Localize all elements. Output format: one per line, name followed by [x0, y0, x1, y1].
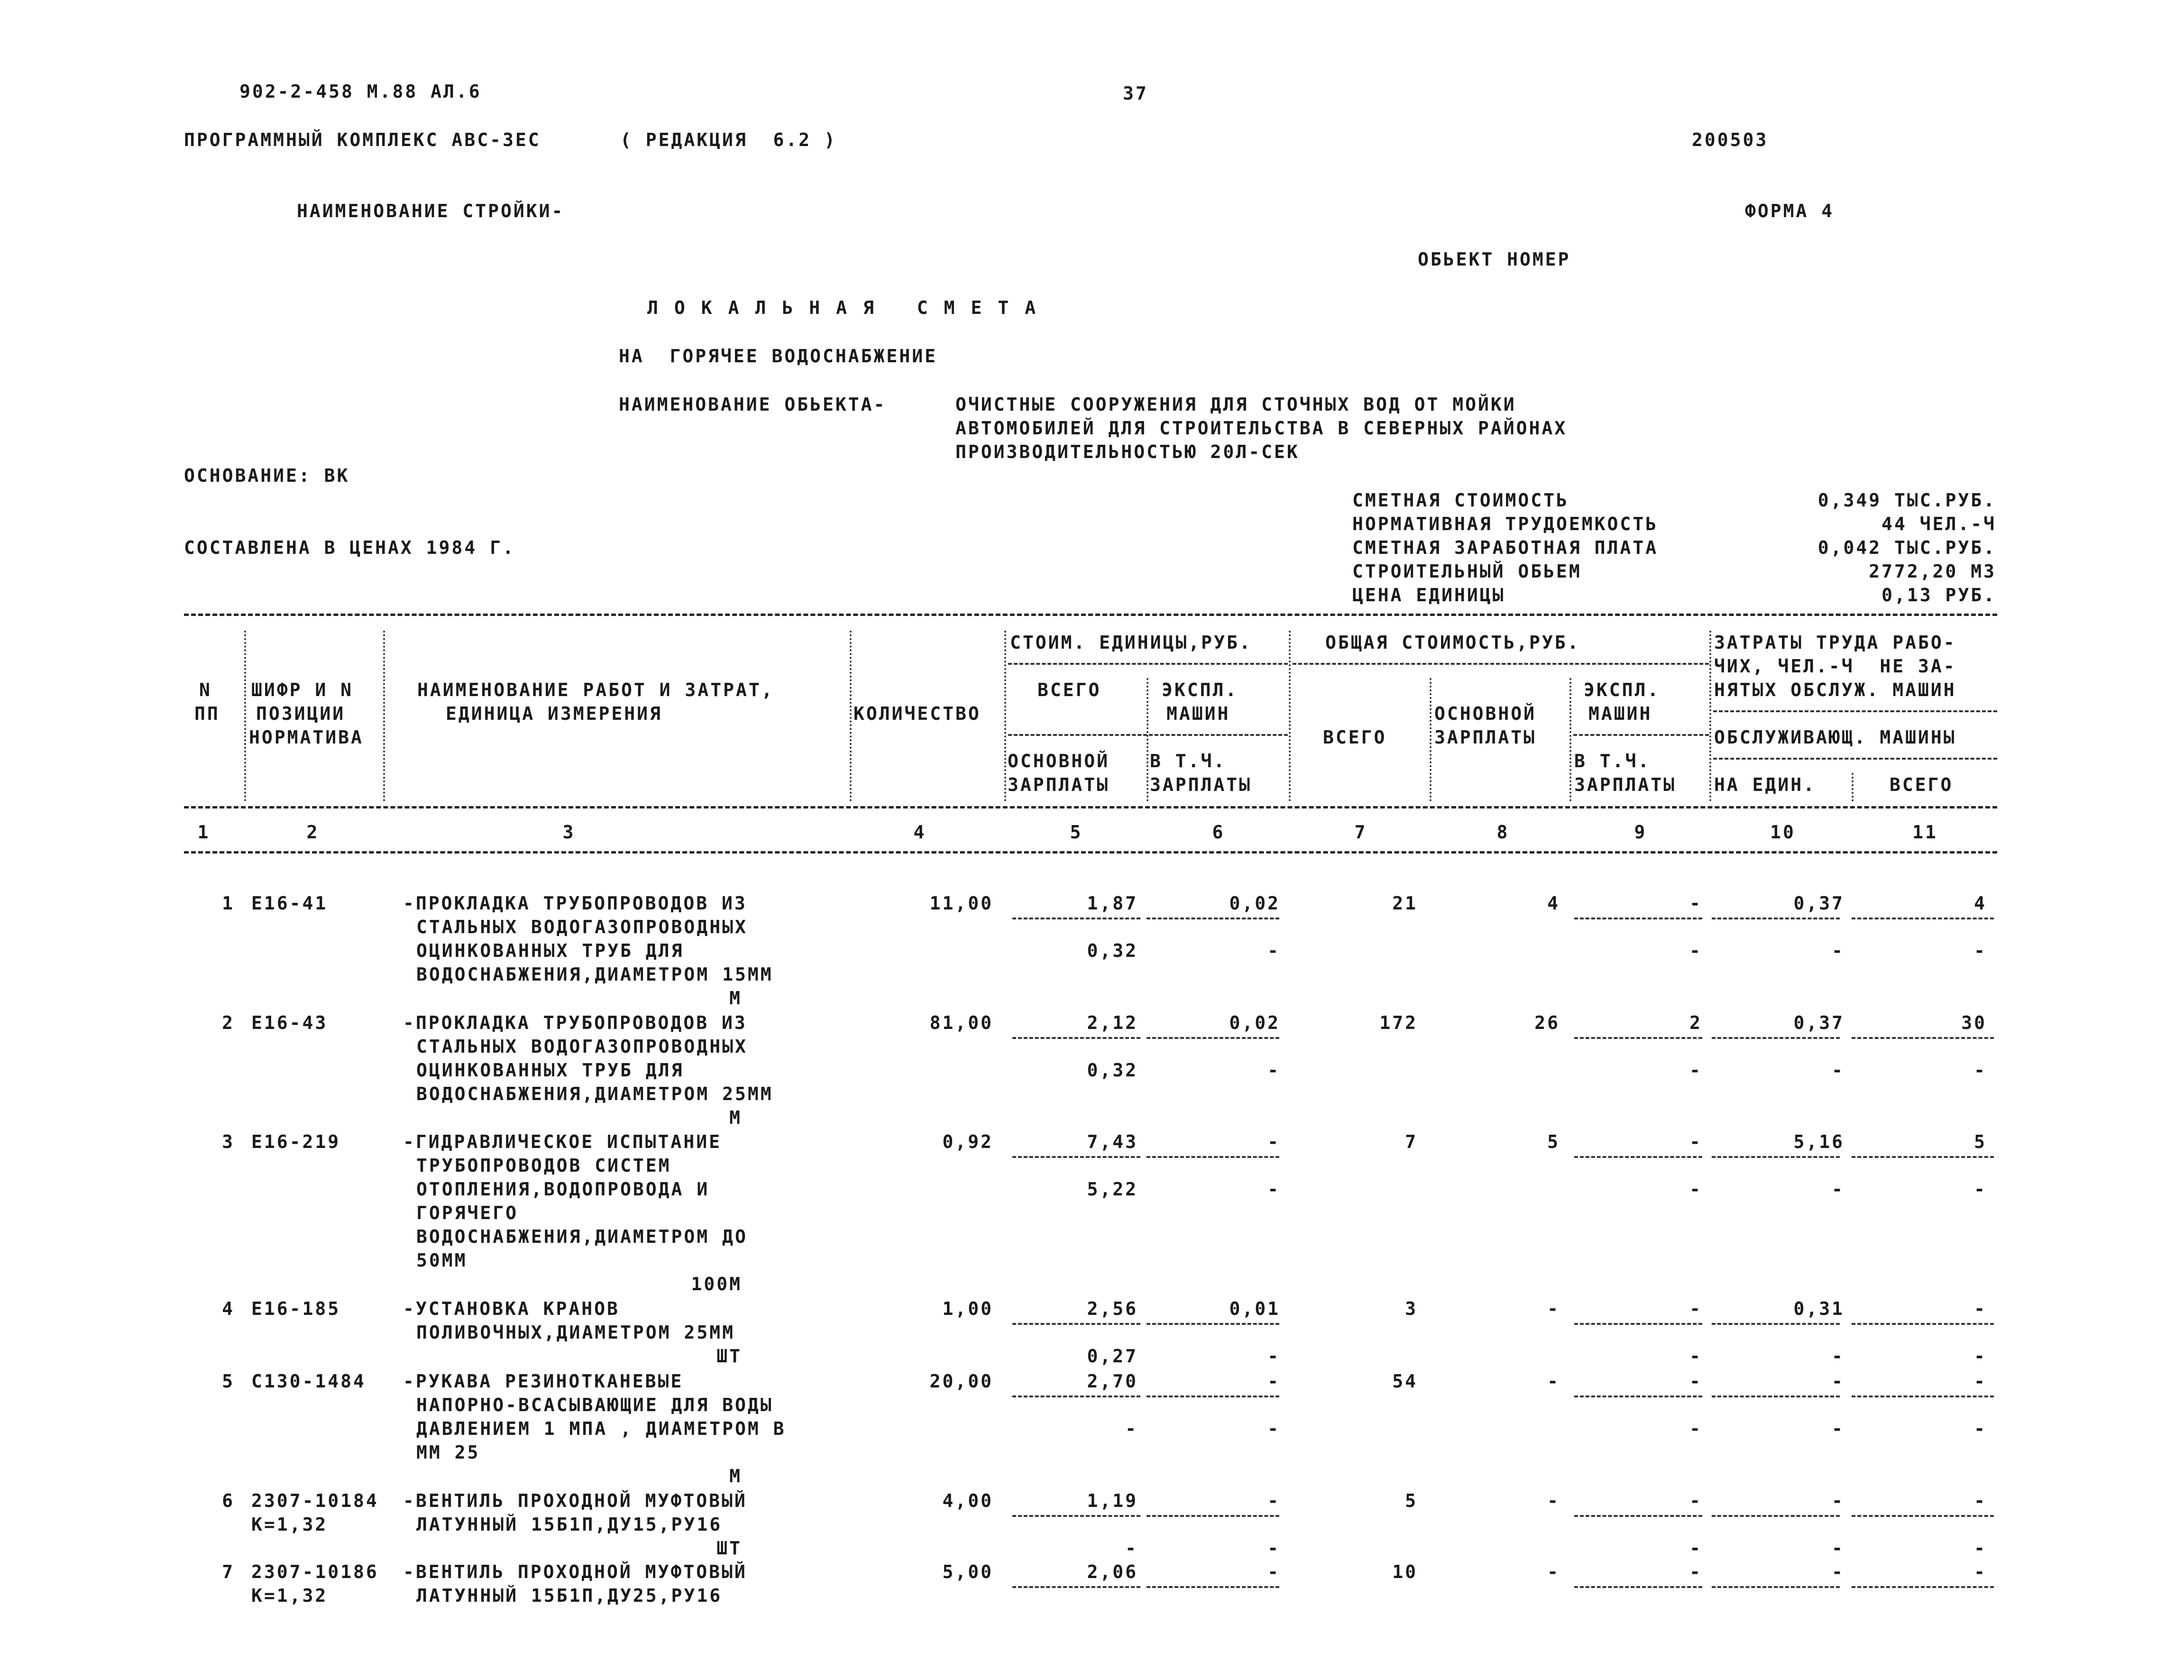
row-total-wages: - — [1547, 1371, 1560, 1392]
row-labor-total: 4 — [1974, 893, 1987, 914]
row-number: 3 — [222, 1131, 235, 1152]
row-name: ОЦИНКОВАННЫХ ТРУБ ДЛЯ — [416, 940, 684, 961]
column-divider — [1147, 678, 1148, 801]
cell-divider — [1147, 1586, 1279, 1588]
form-number: ФОРМА 4 — [1745, 201, 1835, 221]
row-total-machines: - — [1689, 1131, 1702, 1152]
cell-divider — [1574, 918, 1702, 919]
row-labor-total: 5 — [1974, 1131, 1987, 1152]
row-unit-total: 2,70 — [1087, 1371, 1138, 1392]
row-code: 2307-10186 — [251, 1561, 379, 1582]
row-unit-total: 2,56 — [1087, 1298, 1138, 1319]
row-unit-machine-wage: - — [1267, 1060, 1280, 1081]
row-number: 2 — [222, 1012, 235, 1033]
column-number: 6 — [1212, 822, 1225, 843]
row-labor-unit: - — [1832, 1561, 1844, 1582]
column-divider — [383, 631, 385, 801]
row-name: ММ 25 — [416, 1442, 480, 1463]
cell-divider — [1712, 1156, 1840, 1158]
subheader-rule — [1008, 663, 1288, 665]
total-cost-header: ОБЩАЯ СТОИМОСТЬ,РУБ. — [1325, 632, 1580, 653]
row-unit: 100М — [691, 1274, 742, 1294]
row-name: -ПРОКЛАДКА ТРУБОПРОВОДОВ ИЗ — [403, 893, 747, 914]
subheader-rule — [1573, 734, 1709, 736]
column-number: 5 — [1070, 822, 1083, 843]
program-edition: ( РЕДАКЦИЯ 6.2 ) — [620, 129, 837, 150]
row-quantity: 11,00 — [929, 893, 993, 914]
header-bottom-rule — [184, 851, 1997, 854]
column-divider — [1569, 678, 1571, 801]
row-unit-machines: - — [1267, 1490, 1280, 1511]
row-name: -РУКАВА РЕЗИНОТКАНЕВЫЕ — [403, 1371, 684, 1392]
summary-label: НОРМАТИВНАЯ ТРУДОЕМКОСТЬ — [1352, 514, 1659, 534]
total-mach-wage-header: В Т.Ч. — [1574, 751, 1651, 771]
row-labor-unit: - — [1832, 1371, 1844, 1392]
row-name: ТРУБОПРОВОДОВ СИСТЕМ — [416, 1155, 671, 1176]
row-unit-machines: 0,02 — [1229, 1012, 1280, 1033]
row-unit-machine-wage: - — [1267, 1418, 1280, 1439]
labor-serv-header: ОБСЛУЖИВАЮЩ. МАШИНЫ — [1714, 727, 1956, 748]
row-total: 10 — [1392, 1561, 1418, 1582]
summary-label: СМЕТНАЯ СТОИМОСТЬ — [1352, 490, 1569, 511]
row-unit-total: 2,06 — [1087, 1561, 1138, 1582]
object-number-label: ОБЬЕКТ НОМЕР — [1418, 249, 1571, 270]
row-machine-wage: - — [1689, 1346, 1702, 1367]
row-unit-machines: 0,02 — [1229, 893, 1280, 914]
row-labor-unit: - — [1832, 1490, 1844, 1511]
summary-value: 0,042 ТЫС.РУБ. — [1817, 537, 1996, 558]
row-code: Е16-185 — [251, 1298, 341, 1319]
row-labor-total-serv: - — [1974, 1418, 1987, 1439]
row-total: 172 — [1379, 1012, 1418, 1033]
row-labor-unit-serv: - — [1832, 1418, 1844, 1439]
row-total: 5 — [1405, 1490, 1418, 1511]
summary-label: ЦЕНА ЕДИНИЦЫ — [1352, 585, 1505, 606]
row-unit-wage: 0,32 — [1087, 1060, 1138, 1081]
row-name: ВОДОСНАБЖЕНИЯ,ДИАМЕТРОМ 15ММ — [416, 964, 773, 985]
summary-value: 44 ЧЕЛ.-Ч — [1881, 514, 1996, 534]
row-unit-total: 1,87 — [1087, 893, 1138, 914]
cell-divider — [1147, 918, 1279, 919]
total-wage-header: ЗАРПЛАТЫ — [1434, 727, 1537, 748]
row-labor-unit: 0,37 — [1793, 1012, 1844, 1033]
row-unit-machine-wage: - — [1267, 1346, 1280, 1367]
labor-unit-header: НА ЕДИН. — [1714, 774, 1817, 795]
row-code: К=1,32 — [251, 1585, 328, 1606]
row-name: ОЦИНКОВАННЫХ ТРУБ ДЛЯ — [416, 1060, 684, 1081]
cell-divider — [1574, 1037, 1702, 1039]
cell-divider — [1712, 1037, 1840, 1039]
col-n-header: ПП — [194, 703, 220, 724]
row-unit: М — [729, 1466, 742, 1487]
row-labor-unit-serv: - — [1832, 940, 1844, 961]
header-mid-rule — [184, 806, 1997, 808]
row-quantity: 81,00 — [929, 1012, 993, 1033]
unit-total-header: ВСЕГО — [1037, 679, 1101, 700]
row-labor-total-serv: - — [1974, 940, 1987, 961]
row-unit-wage: - — [1125, 1418, 1138, 1439]
row-quantity: 5,00 — [942, 1561, 993, 1582]
object-name-line-2: АВТОМОБИЛЕЙ ДЛЯ СТРОИТЕЛЬСТВА В СЕВЕРНЫХ РАЙОНАХ — [955, 418, 1568, 439]
row-labor-total: - — [1974, 1371, 1987, 1392]
column-number: 2 — [306, 822, 320, 843]
row-code: С130-1484 — [251, 1371, 366, 1392]
column-number: 1 — [197, 822, 211, 843]
document-id: 200503 — [1692, 129, 1769, 150]
row-total-wages: 5 — [1547, 1131, 1560, 1152]
row-labor-total: 30 — [1961, 1012, 1987, 1033]
subheader-rule — [1713, 758, 1997, 760]
cell-divider — [1852, 1586, 1994, 1588]
cell-divider — [1852, 1156, 1994, 1158]
subheader-rule — [1713, 710, 1997, 712]
cell-divider — [1012, 1515, 1140, 1517]
row-number: 4 — [222, 1298, 235, 1319]
object-name-label: НАИМЕНОВАНИЕ ОБЬЕКТА- — [619, 394, 887, 415]
row-labor-unit: 0,31 — [1793, 1298, 1844, 1319]
row-code: Е16-41 — [251, 893, 328, 914]
row-name: ГОРЯЧЕГО — [416, 1203, 519, 1223]
object-name-line-3: ПРОИЗВОДИТЕЛЬНОСТЬЮ 20Л-СЕК — [955, 441, 1300, 462]
column-divider — [1004, 631, 1006, 801]
row-labor-unit: 5,16 — [1793, 1131, 1844, 1152]
row-unit: М — [729, 988, 742, 1009]
column-divider — [1430, 678, 1432, 801]
cell-divider — [1012, 1395, 1140, 1397]
row-name: -ВЕНТИЛЬ ПРОХОДНОЙ МУФТОВЫЙ — [403, 1561, 747, 1582]
total-mach-header: МАШИН — [1588, 703, 1652, 724]
row-unit-wage: - — [1125, 1538, 1138, 1559]
row-unit-wage: 0,27 — [1087, 1346, 1138, 1367]
column-divider — [1709, 631, 1711, 801]
row-quantity: 0,92 — [942, 1131, 993, 1152]
row-labor-unit-serv: - — [1832, 1179, 1844, 1200]
unit-mach-wage-header: В Т.Ч. — [1150, 751, 1227, 771]
row-name: НАПОРНО-ВСАСЫВАЮЩИЕ ДЛЯ ВОДЫ — [416, 1395, 773, 1415]
row-total-machines: - — [1689, 1371, 1702, 1392]
cell-divider — [1012, 918, 1140, 919]
row-total-machines: - — [1689, 1298, 1702, 1319]
row-total: 54 — [1392, 1371, 1418, 1392]
row-name: СТАЛЬНЫХ ВОДОГАЗОПРОВОДНЫХ — [416, 917, 748, 937]
column-number: 9 — [1634, 822, 1647, 843]
row-total-machines: - — [1689, 1490, 1702, 1511]
labor-header: ЗАТРАТЫ ТРУДА РАБО- — [1714, 632, 1956, 653]
row-unit-machines: - — [1267, 1371, 1280, 1392]
page-number: 37 — [1123, 83, 1148, 104]
cell-divider — [1712, 1586, 1840, 1588]
row-name: ЛАТУННЫЙ 15Б1П,ДУ25,РУ16 — [416, 1585, 723, 1606]
cell-divider — [1574, 1156, 1702, 1158]
cell-divider — [1012, 1156, 1140, 1158]
unit-wage-header: ЗАРПЛАТЫ — [1008, 774, 1110, 795]
cell-divider — [1712, 1515, 1840, 1517]
summary-label: СТРОИТЕЛЬНЫЙ ОБЬЕМ — [1352, 561, 1582, 582]
estimate-subject: НА ГОРЯЧЕЕ ВОДОСНАБЖЕНИЕ — [619, 346, 937, 367]
row-unit-wage: 0,32 — [1087, 940, 1138, 961]
summary-value: 0,13 РУБ. — [1881, 585, 1996, 606]
unit-mach-wage-header: ЗАРПЛАТЫ — [1150, 774, 1252, 795]
basis: ОСНОВАНИЕ: ВК — [184, 465, 350, 486]
row-unit-wage: 5,22 — [1087, 1179, 1138, 1200]
row-unit-machines: - — [1267, 1131, 1280, 1152]
row-machine-wage: - — [1689, 1418, 1702, 1439]
unit-cost-header: СТОИМ. ЕДИНИЦЫ,РУБ. — [1010, 632, 1252, 653]
row-code: 2307-10184 — [251, 1490, 379, 1511]
row-total: 21 — [1392, 893, 1418, 914]
col-code-header: ШИФР И N — [251, 679, 354, 700]
estimate-title: ЛОКАЛЬНАЯ СМЕТА — [647, 297, 1052, 318]
row-unit-machines: 0,01 — [1229, 1298, 1280, 1319]
col-name-header: НАИМЕНОВАНИЕ РАБОТ И ЗАТРАТ, — [417, 679, 774, 700]
cell-divider — [1574, 1395, 1702, 1397]
row-code: Е16-219 — [251, 1131, 341, 1152]
row-labor-unit-serv: - — [1832, 1060, 1844, 1081]
row-name: ВОДОСНАБЖЕНИЯ,ДИАМЕТРОМ 25ММ — [416, 1083, 773, 1104]
total-all-header: ВСЕГО — [1323, 727, 1387, 748]
row-code: К=1,32 — [251, 1514, 328, 1535]
summary-label: СМЕТНАЯ ЗАРАБОТНАЯ ПЛАТА — [1352, 537, 1659, 558]
column-number: 11 — [1912, 822, 1938, 843]
row-labor-unit-serv: - — [1832, 1346, 1844, 1367]
row-labor-unit: 0,37 — [1793, 893, 1844, 914]
row-unit-total: 1,19 — [1087, 1490, 1138, 1511]
unit-mach-header: МАШИН — [1166, 703, 1230, 724]
cell-divider — [1852, 1323, 1994, 1325]
column-number: 4 — [913, 822, 927, 843]
summary-value: 2772,20 М3 — [1869, 561, 1996, 582]
subheader-rule — [1008, 734, 1288, 736]
row-name: -ПРОКЛАДКА ТРУБОПРОВОДОВ ИЗ — [403, 1012, 747, 1033]
row-labor-total-serv: - — [1974, 1346, 1987, 1367]
row-total-wages: - — [1547, 1298, 1560, 1319]
column-number: 10 — [1770, 822, 1796, 843]
cell-divider — [1147, 1395, 1279, 1397]
row-total-wages: - — [1547, 1490, 1560, 1511]
row-unit-machine-wage: - — [1267, 1538, 1280, 1559]
row-machine-wage: - — [1689, 1060, 1702, 1081]
row-labor-total: - — [1974, 1490, 1987, 1511]
object-name-line-1: ОЧИСТНЫЕ СООРУЖЕНИЯ ДЛЯ СТОЧНЫХ ВОД ОТ МОЙКИ — [955, 394, 1516, 415]
col-code-header: ПОЗИЦИИ — [256, 703, 346, 724]
cell-divider — [1012, 1037, 1140, 1039]
cell-divider — [1712, 1395, 1840, 1397]
row-code: Е16-43 — [251, 1012, 328, 1033]
subheader-rule — [1293, 663, 1709, 665]
row-total-wages: 26 — [1534, 1012, 1560, 1033]
col-name-header: ЕДИНИЦА ИЗМЕРЕНИЯ — [446, 703, 662, 724]
row-machine-wage: - — [1689, 940, 1702, 961]
cell-divider — [1147, 1323, 1279, 1325]
row-labor-total: - — [1974, 1298, 1987, 1319]
row-total-wages: - — [1547, 1561, 1560, 1582]
cell-divider — [1012, 1586, 1140, 1588]
construction-label: НАИМЕНОВАНИЕ СТРОЙКИ- — [297, 201, 565, 221]
row-unit-machine-wage: - — [1267, 1179, 1280, 1200]
row-labor-total-serv: - — [1974, 1538, 1987, 1559]
row-name: СТАЛЬНЫХ ВОДОГАЗОПРОВОДНЫХ — [416, 1036, 748, 1057]
row-number: 1 — [222, 893, 235, 914]
row-unit: М — [729, 1107, 742, 1128]
row-name: ЛАТУННЫЙ 15Б1П,ДУ15,РУ16 — [416, 1514, 723, 1535]
row-number: 6 — [222, 1490, 235, 1511]
total-mach-wage-header: ЗАРПЛАТЫ — [1574, 774, 1677, 795]
cell-divider — [1147, 1515, 1279, 1517]
row-unit-total: 2,12 — [1087, 1012, 1138, 1033]
cell-divider — [1712, 1323, 1840, 1325]
row-name: 50ММ — [416, 1250, 468, 1271]
row-total-wages: 4 — [1547, 893, 1560, 914]
row-labor-total-serv: - — [1974, 1179, 1987, 1200]
row-machine-wage: - — [1689, 1179, 1702, 1200]
row-total-machines: - — [1689, 893, 1702, 914]
row-name: -УСТАНОВКА КРАНОВ — [403, 1298, 620, 1319]
summary-value: 0,349 ТЫС.РУБ. — [1817, 490, 1996, 511]
cell-divider — [1852, 1037, 1994, 1039]
unit-wage-header: ОСНОВНОЙ — [1008, 751, 1110, 771]
cell-divider — [1147, 1156, 1279, 1158]
labor-header: НЯТЫХ ОБСЛУЖ. МАШИН — [1714, 679, 1956, 700]
row-number: 7 — [222, 1561, 235, 1582]
column-number: 7 — [1354, 822, 1367, 843]
cell-divider — [1852, 1515, 1994, 1517]
labor-total-header: ВСЕГО — [1890, 774, 1954, 795]
column-divider — [244, 631, 246, 801]
column-number: 8 — [1496, 822, 1510, 843]
header-top-rule — [184, 614, 1997, 616]
row-labor-total: - — [1974, 1561, 1987, 1582]
row-quantity: 20,00 — [929, 1371, 993, 1392]
total-mach-header: ЭКСПЛ. — [1584, 679, 1661, 700]
row-name: ДАВЛЕНИЕМ 1 МПА , ДИАМЕТРОМ В — [416, 1418, 786, 1439]
cell-divider — [1852, 918, 1994, 919]
row-machine-wage: - — [1689, 1538, 1702, 1559]
total-wage-header: ОСНОВНОЙ — [1434, 703, 1537, 724]
row-total-machines: 2 — [1689, 1012, 1702, 1033]
row-unit-machines: - — [1267, 1561, 1280, 1582]
col-code-header: НОРМАТИВА — [249, 727, 364, 748]
column-number: 3 — [562, 822, 576, 843]
cell-divider — [1574, 1515, 1702, 1517]
col-n-header: N — [199, 679, 212, 700]
column-divider — [1289, 631, 1291, 801]
row-total: 7 — [1405, 1131, 1418, 1152]
row-labor-unit-serv: - — [1832, 1538, 1844, 1559]
cell-divider — [1852, 1395, 1994, 1397]
row-unit-total: 7,43 — [1087, 1131, 1138, 1152]
col-qty-header: КОЛИЧЕСТВО — [853, 703, 981, 724]
row-unit-machine-wage: - — [1267, 940, 1280, 961]
row-unit: ШТ — [716, 1538, 742, 1559]
row-name: ВОДОСНАБЖЕНИЯ,ДИАМЕТРОМ ДО — [416, 1226, 748, 1247]
document-code: 902-2-458 М.88 АЛ.6 — [239, 81, 482, 102]
column-divider — [1852, 773, 1854, 801]
row-quantity: 4,00 — [942, 1490, 993, 1511]
cell-divider — [1147, 1037, 1279, 1039]
row-total: 3 — [1405, 1298, 1418, 1319]
labor-header: ЧИХ, ЧЕЛ.-Ч НЕ ЗА- — [1714, 656, 1956, 677]
row-name: -ГИДРАВЛИЧЕСКОЕ ИСПЫТАНИЕ — [403, 1131, 722, 1152]
row-labor-total-serv: - — [1974, 1060, 1987, 1081]
cell-divider — [1012, 1323, 1140, 1325]
price-level: СОСТАВЛЕНА В ЦЕНАХ 1984 Г. — [184, 537, 515, 558]
cell-divider — [1712, 918, 1840, 919]
column-divider — [850, 631, 852, 801]
cell-divider — [1574, 1323, 1702, 1325]
program-name: ПРОГРАММНЫЙ КОМПЛЕКС АВС-3ЕС — [184, 129, 541, 150]
row-quantity: 1,00 — [942, 1298, 993, 1319]
unit-mach-header: ЭКСПЛ. — [1162, 679, 1239, 700]
row-number: 5 — [222, 1371, 235, 1392]
row-total-machines: - — [1689, 1561, 1702, 1582]
cell-divider — [1574, 1586, 1702, 1588]
row-name: ПОЛИВОЧНЫХ,ДИАМЕТРОМ 25ММ — [416, 1322, 735, 1343]
row-unit: ШТ — [716, 1346, 742, 1367]
row-name: ОТОПЛЕНИЯ,ВОДОПРОВОДА И — [416, 1179, 710, 1200]
row-name: -ВЕНТИЛЬ ПРОХОДНОЙ МУФТОВЫЙ — [403, 1490, 747, 1511]
